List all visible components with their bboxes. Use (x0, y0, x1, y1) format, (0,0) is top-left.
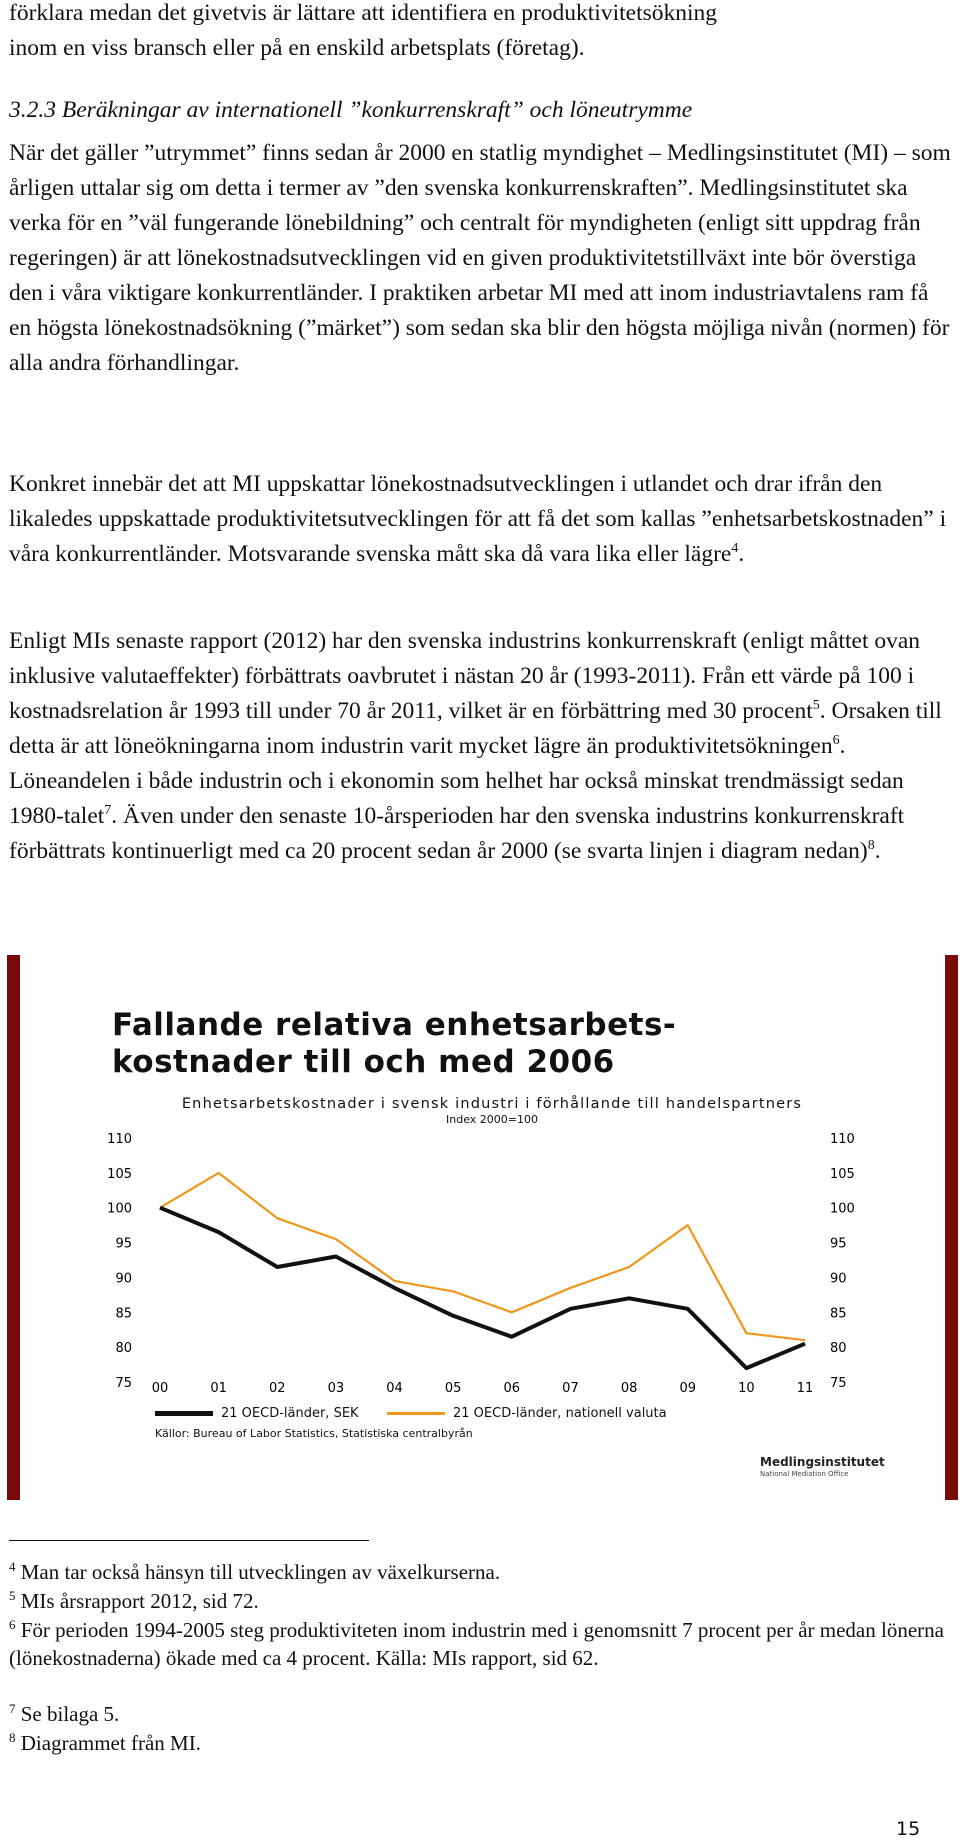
y-tick-label-right: 75 (830, 1376, 847, 1391)
logo-name: Medlingsinstitutet (760, 1455, 885, 1469)
y-tick-label-right: 85 (830, 1306, 847, 1322)
y-tick-label-right: 80 (830, 1341, 847, 1357)
section-heading: 3.2.3 Beräkningar av internationell ”konkurrenskraft” och löneutrymme (9, 97, 693, 123)
y-tick-label-left: 85 (115, 1306, 132, 1322)
legend-label-sek: 21 OECD-länder, SEK (221, 1406, 359, 1421)
footnote-ref-8: 8 (867, 838, 875, 854)
y-tick-label-left: 100 (107, 1201, 132, 1217)
y-tick-label-left: 95 (115, 1236, 132, 1252)
legend-item-nationell (387, 1406, 667, 1421)
paragraph-3-a: Enligt MIs senaste rapport (2012) har den svenska industrins konkurrenskraft (enligt måttet ovan inklusive valutaeffekter) förbättrats oavbrutet i nästan 20 år (1993-2011). Från ett värde på 100 i kostnadsrelation år 1993 till under 70 år 2011, vilket är en förbättring med 30 procent (9, 628, 921, 724)
footnote-6-number: 6 (9, 1617, 16, 1632)
y-tick-label-left: 75 (115, 1376, 132, 1391)
chart-panel (20, 955, 945, 1500)
chart-title-line-1: Fallande relativa enhetsarbets- (112, 1007, 677, 1043)
x-tick-label: 01 (210, 1381, 227, 1396)
footnote-6 (9, 1616, 954, 1672)
x-tick-label: 11 (796, 1381, 814, 1396)
footnote-4 (9, 1558, 954, 1586)
legend-label-nationell: 21 OECD-länder, nationell valuta (453, 1406, 667, 1421)
x-tick-label: 09 (679, 1381, 697, 1396)
footnote-ref-4: 4 (731, 541, 739, 557)
footnote-5-text: MIs årsrapport 2012, sid 72. (20, 1589, 259, 1613)
page-number: 15 (896, 1818, 921, 1840)
footnote-8-text: Diagrammet från MI. (20, 1731, 201, 1755)
footnote-4-text: Man tar också hänsyn till utvecklingen av växelkurserna. (20, 1560, 501, 1584)
legend-item-sek (155, 1406, 359, 1421)
footnote-6-text: För perioden 1994-2005 steg produktiviteten inom industrin med i genomsnitt 7 procent per år medan lönerna (lönekostnaderna) ökade med ca 4 procent. Källa: MIs rapport, sid 62. (9, 1618, 944, 1670)
footnote-8 (9, 1729, 954, 1757)
y-tick-label-right: 110 (830, 1132, 855, 1147)
y-tick-label-left: 110 (107, 1132, 132, 1147)
logo-subtitle: National Mediation Office (760, 1470, 849, 1478)
footnote-5 (9, 1587, 954, 1615)
footnote-7-number: 7 (9, 1701, 16, 1716)
intro-line-1: förklara medan det givetvis är lättare att identifiera en produktivitetsökning (9, 0, 718, 26)
chart-title-line-2: kostnader till och med 2006 (112, 1044, 615, 1080)
y-tick-label-right: 100 (830, 1201, 855, 1217)
paragraph-2 (9, 467, 954, 572)
chart-frame (7, 955, 958, 1500)
paragraph-3-d: . Även under den senaste 10-årsperioden har den svenska industrins konkurrenskraft förbättrats kontinuerligt med ca 20 procent sedan år 2000 (se svarta linjen i diagram nedan) (9, 803, 905, 864)
medlingsinstitutet-logo (760, 1455, 885, 1478)
series-line-sek (160, 1208, 805, 1368)
y-tick-label-right: 95 (830, 1236, 847, 1252)
x-tick-label: 05 (444, 1381, 462, 1396)
x-tick-label: 02 (268, 1381, 286, 1396)
footnote-4-number: 4 (9, 1559, 16, 1574)
footnote-separator (9, 1540, 369, 1541)
legend-swatch-nationell (387, 1412, 445, 1415)
footnote-5-number: 5 (9, 1588, 16, 1603)
footnote-7 (9, 1700, 954, 1728)
x-tick-label: 10 (738, 1381, 755, 1396)
y-tick-label-left: 90 (115, 1271, 132, 1287)
paragraph-2-text: Konkret innebär det att MI uppskattar lönekostnadsutvecklingen i utlandet och drar ifrån den likaledes uppskattade produktivitetsutvecklingen för att få det som kallas ”enhetsarbetskostnaden” i våra konkurrentländer. Motsvarande svenska mått ska då vara lika eller lägre (9, 471, 947, 567)
paragraph-2-tail: . (738, 541, 745, 567)
footnote-ref-6: 6 (832, 733, 840, 749)
y-tick-label-left: 105 (107, 1166, 132, 1182)
paragraph-3-c: . Löneandelen i både industrin och i ekonomin som helhet har också minskat trendmässigt sedan 1980-talet (9, 733, 904, 829)
chart-index-note: Index 2000=100 (446, 1113, 538, 1126)
footnote-ref-5: 5 (812, 698, 820, 714)
paragraph-3 (9, 624, 954, 869)
x-tick-label: 07 (562, 1381, 579, 1396)
x-tick-label: 03 (327, 1381, 345, 1396)
x-tick-label: 06 (503, 1381, 521, 1396)
y-tick-label-right: 90 (830, 1271, 847, 1287)
y-tick-label-right: 105 (830, 1166, 855, 1182)
footnote-7-text: Se bilaga 5. (20, 1702, 120, 1726)
chart-sources: Källor: Bureau of Labor Statistics, Statistiska centralbyrån (155, 1427, 473, 1440)
legend-swatch-sek (155, 1411, 213, 1416)
paragraph-3-b: . Orsaken till detta är att löneökningarna inom industrin varit mycket lägre än produktivitetsökningen (9, 698, 942, 759)
footnote-8-number: 8 (9, 1730, 16, 1745)
paragraph-3-e: . (874, 838, 881, 864)
x-tick-label: 00 (151, 1381, 169, 1396)
paragraph-1: När det gäller ”utrymmet” finns sedan år 2000 en statlig myndighet – Medlingsinstitutet (MI) – som årligen uttalar sig om detta i termer av ”den svenska konkurrenskraften”. Medlingsinstitutet ska verka för en ”väl fungerande lönebildning” och centralt för myndigheten (enligt sitt uppdrag från regeringen) är att lönekostnadsutvecklingen vid en given produktivitetstillväxt inte bör överstiga den i våra viktigare konkurrentländer. I praktiken arbetar MI med att inom industriavtalens ram få en högsta lönekostnadsökning (”märket”) som sedan ska blir den högsta möjliga nivån (normen) för alla andra förhandlingar. (9, 140, 951, 376)
chart-subtitle: Enhetsarbetskostnader i svensk industri i förhållande till handelspartners (181, 1096, 803, 1112)
intro-line-2: inom en viss bransch eller på en enskild arbetsplats (företag). (9, 35, 585, 61)
x-tick-label: 04 (386, 1381, 403, 1396)
x-tick-label: 08 (620, 1381, 638, 1396)
y-tick-label-left: 80 (115, 1341, 132, 1357)
footnote-ref-7: 7 (104, 803, 112, 819)
